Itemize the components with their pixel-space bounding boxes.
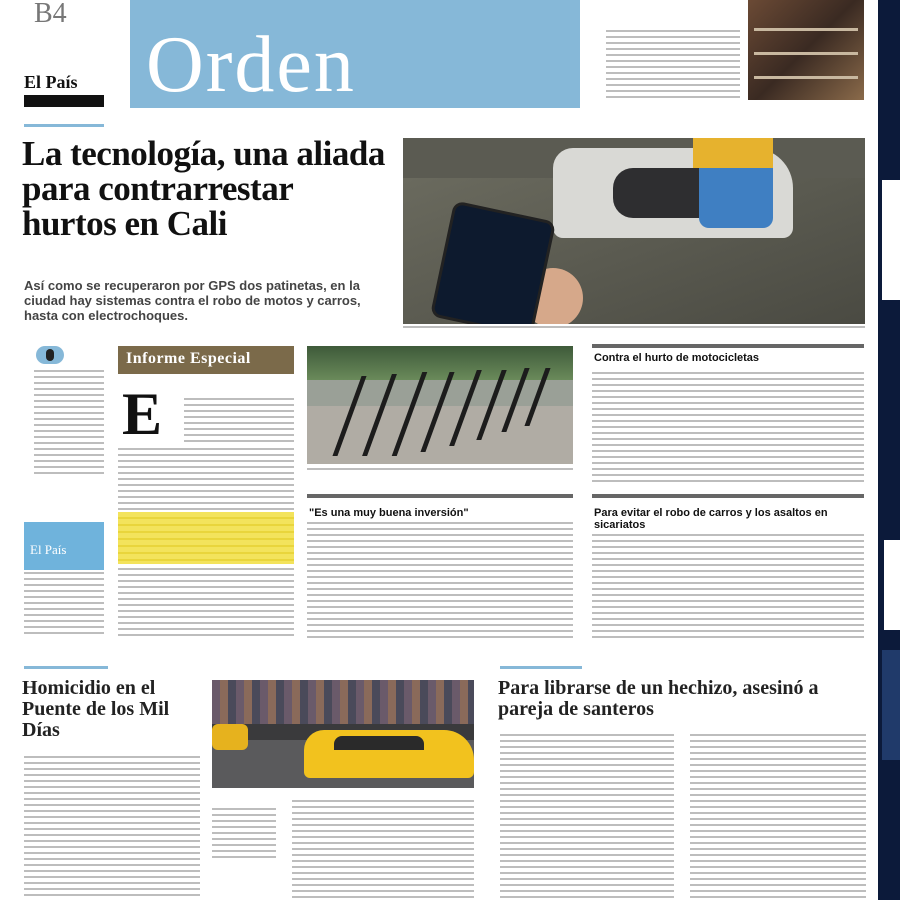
teaser-text	[606, 30, 740, 100]
box-rule	[307, 494, 573, 498]
taxi-photo-caption	[212, 808, 276, 858]
sidebar-text	[34, 370, 104, 476]
box-title-carros: Para evitar el robo de carros y los asaltos en sicariatos	[594, 507, 828, 531]
section-kicker	[24, 666, 108, 669]
adjacent-page-strip	[884, 540, 900, 630]
box-body-carros	[592, 534, 864, 638]
body-text	[292, 800, 474, 900]
body-text	[118, 568, 294, 638]
lead-headline: La tecnología, una aliada para contrarrestar hurtos en Cali	[22, 134, 385, 243]
body-text	[184, 398, 294, 446]
newspaper-logo: El País	[24, 72, 78, 92]
scooters-photo-caption	[307, 468, 573, 474]
house-ad-text	[24, 572, 104, 634]
lead-deck: Así como se recuperaron por GPS dos patinetas, en la ciudad hay sistemas contra el robo de motos y carros, hasta con electrochoques.	[24, 278, 361, 323]
box-rule	[592, 494, 864, 498]
page-number: B4	[34, 0, 67, 29]
section-kicker	[24, 124, 104, 127]
house-ad-logo: El País	[30, 542, 67, 557]
body-text	[500, 734, 674, 900]
section-kicker	[500, 666, 582, 669]
body-text	[118, 448, 294, 510]
adjacent-page-strip	[882, 650, 900, 760]
box-body-quote	[307, 522, 573, 638]
adjacent-page-strip	[882, 180, 900, 300]
drop-cap: E	[122, 381, 163, 447]
story-headline-santeros: Para librarse de un hechizo, asesinó a pareja de santeros	[498, 677, 819, 720]
lead-photo	[403, 138, 865, 324]
scooters-photo	[307, 346, 573, 464]
info-icon-mark	[46, 349, 54, 361]
story-headline-homicidio: Homicidio en el Puente de los Mil Días	[22, 677, 170, 741]
box-rule	[592, 344, 864, 348]
section-title: Orden	[146, 21, 356, 109]
highlighted-text	[118, 512, 294, 564]
body-text	[24, 756, 200, 900]
lead-photo-caption	[403, 326, 865, 332]
adjacent-page-ad	[878, 0, 900, 900]
box-title-quote: "Es una muy buena inversión"	[309, 507, 469, 519]
body-text	[690, 734, 866, 900]
box-body-motos	[592, 372, 864, 482]
taxi-photo	[212, 680, 474, 788]
teaser-photo	[748, 0, 864, 100]
box-title-motos: Contra el hurto de motocicletas	[594, 352, 760, 364]
logo-bar	[24, 95, 104, 107]
column-logo-text: Informe Especial	[126, 350, 251, 367]
